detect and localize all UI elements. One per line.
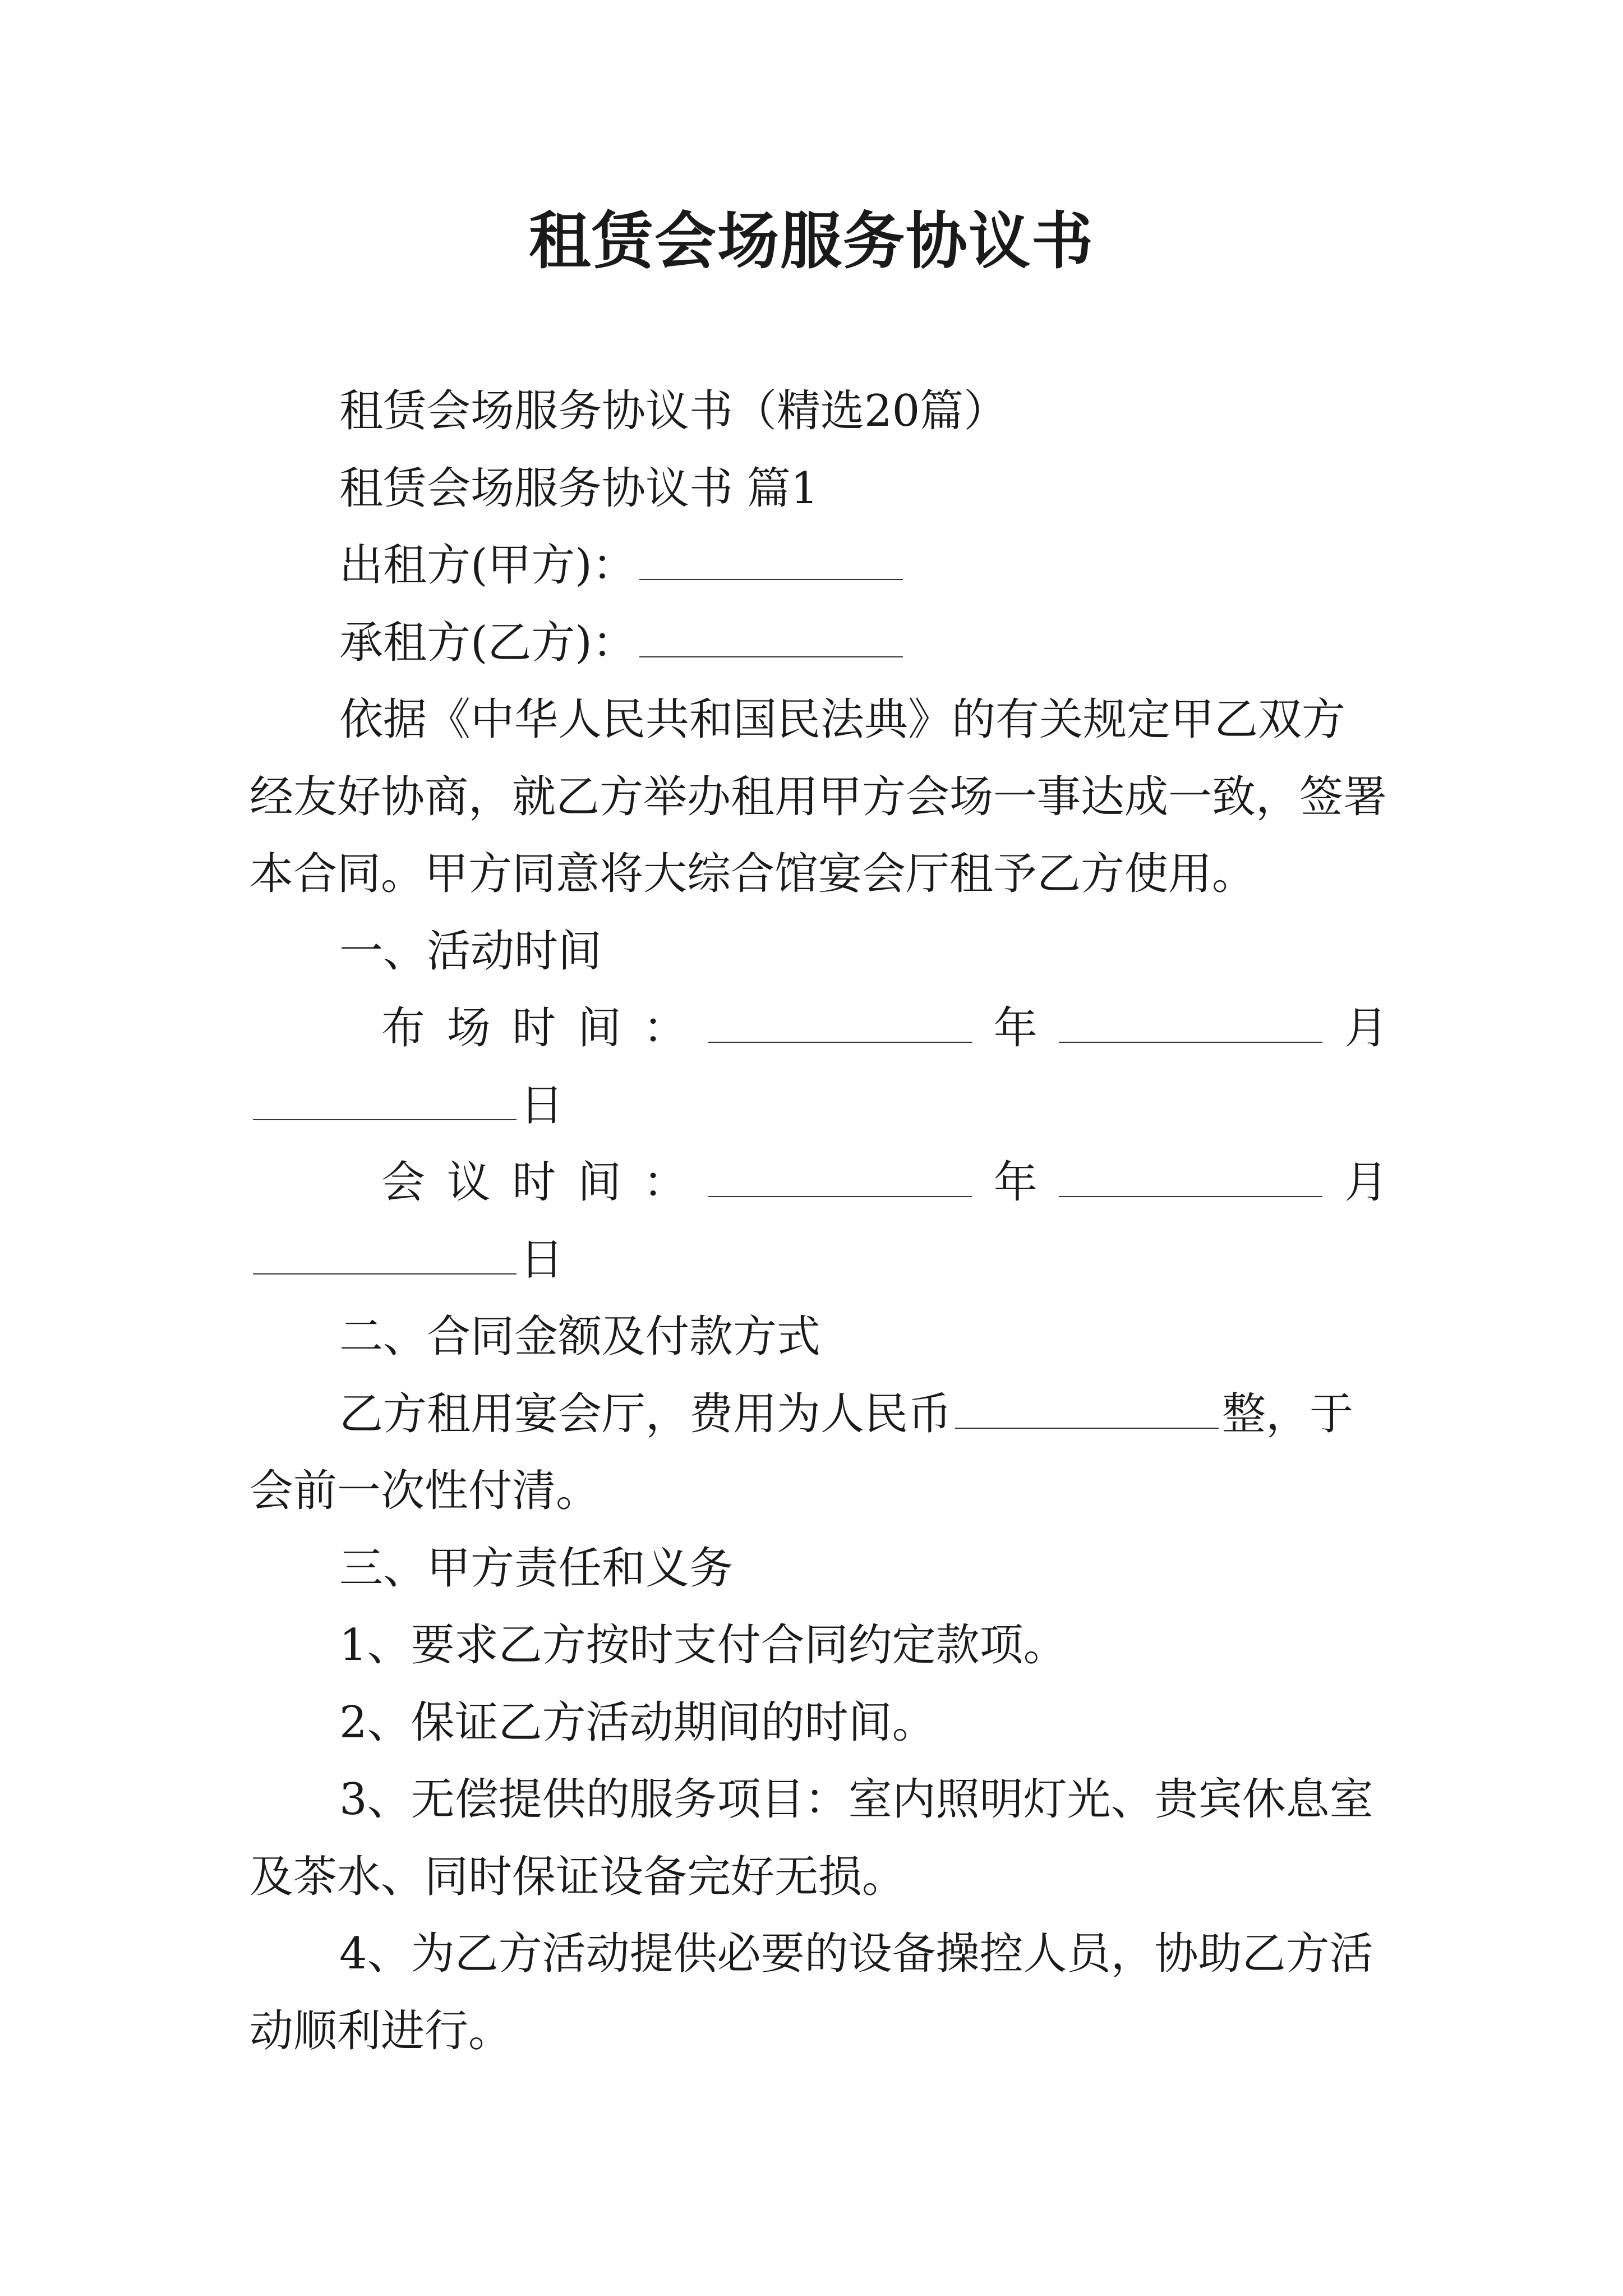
meeting-month-blank <box>1059 1159 1322 1197</box>
document-body <box>250 373 1388 2070</box>
setup-month-label: 月 <box>1344 1003 1388 1053</box>
lessor-line <box>250 527 1388 605</box>
subtitle-line: 租赁会场服务协议书（精选20篇） <box>339 386 1008 436</box>
lessee-label: 承租方(乙方)： <box>339 617 636 668</box>
meeting-day-label: 日 <box>520 1234 564 1285</box>
fee-text-a: 乙方租用宴会厅，费用为人民币 <box>339 1388 952 1439</box>
meeting-char: 间 <box>577 1157 621 1208</box>
meeting-month-label: 月 <box>1344 1157 1388 1208</box>
lessee-blank <box>639 619 903 657</box>
meeting-char: ： <box>643 1157 687 1208</box>
setup-char: 布 <box>381 1003 426 1053</box>
meeting-day-blank <box>253 1236 517 1274</box>
meeting-year-label: 年 <box>993 1157 1038 1208</box>
document-title: 租赁会场服务协议书 <box>529 205 1094 277</box>
setup-day-label: 日 <box>520 1080 564 1131</box>
heading-party-a-duties: 三、甲方责任和义务 <box>339 1543 734 1594</box>
meeting-char: 会 <box>381 1157 426 1208</box>
heading-contract-amount: 二、合同金额及付款方式 <box>339 1312 821 1362</box>
meeting-time-line <box>250 1144 1388 1222</box>
setup-month-blank <box>1059 1005 1322 1043</box>
setup-year-label: 年 <box>993 1003 1038 1053</box>
meeting-day-line <box>250 1222 1388 1299</box>
fee-text-b: 整，于会前一次性付清。 <box>250 1388 1354 1516</box>
lessor-label: 出租方(甲方)： <box>339 540 636 591</box>
duty-item-2: 2、保证乙方活动期间的时间。 <box>339 1697 936 1748</box>
setup-char: 时 <box>512 1003 556 1053</box>
intro-paragraph: 依据《中华人民共和国民法典》的有关规定甲乙双方经友好协商，就乙方举办租用甲方会场一事达成一致，签署本合同。甲方同意将大综合馆宴会厅租予乙方使用。 <box>250 694 1387 899</box>
duty-item-3: 3、无偿提供的服务项目：室内照明灯光、贵宾休息室及茶水、同时保证设备完好无损。 <box>250 1774 1373 1902</box>
meeting-char: 议 <box>446 1157 491 1208</box>
meeting-char: 时 <box>512 1157 556 1208</box>
meeting-year-blank <box>708 1159 972 1197</box>
setup-time-line <box>250 990 1388 1068</box>
heading-activity-time: 一、活动时间 <box>339 926 602 977</box>
duty-item-4: 4、为乙方活动提供必要的设备操控人员，协助乙方活动顺利进行。 <box>250 1929 1373 2056</box>
duty-item-1: 1、要求乙方按时支付合同约定款项。 <box>339 1620 1067 1671</box>
setup-char: 场 <box>446 1003 491 1053</box>
setup-day-line <box>250 1068 1388 1145</box>
fee-paragraph <box>250 1376 1388 1530</box>
setup-day-blank <box>253 1082 517 1120</box>
lessee-line <box>250 605 1388 682</box>
section-heading: 租赁会场服务协议书 篇1 <box>339 463 819 514</box>
setup-char: ： <box>643 1003 687 1053</box>
setup-year-blank <box>708 1005 972 1043</box>
fee-blank <box>955 1391 1219 1429</box>
lessor-blank <box>639 542 903 580</box>
setup-char: 间 <box>577 1003 621 1053</box>
